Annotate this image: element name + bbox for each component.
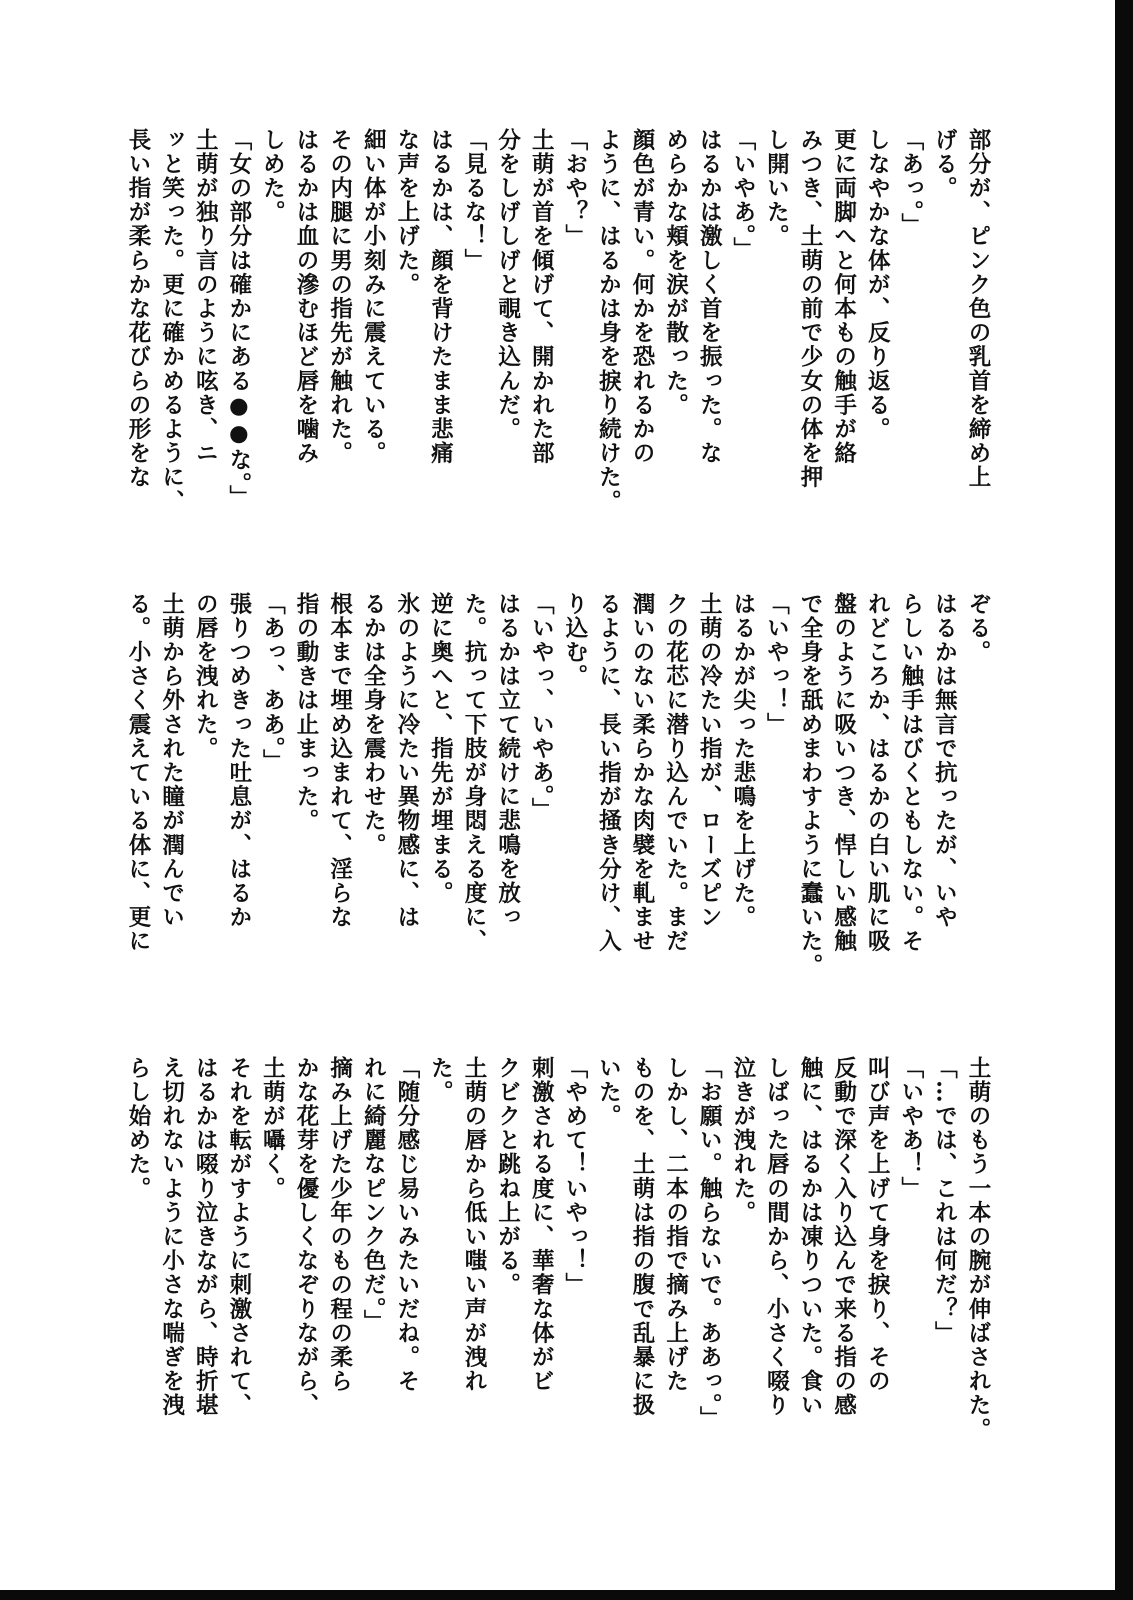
text-column: しかし、二本の指で摘み上げた	[662, 1056, 689, 1394]
text-column: 「いやあ！」	[897, 1056, 924, 1201]
text-column: し開いた。	[763, 128, 790, 249]
text-column: ように、はるかは身を捩り続けた。	[595, 128, 622, 514]
text-column: しなやかな体が、反り返る。	[864, 128, 891, 442]
text-column: はるかは、顔を背けたまま悲痛	[427, 128, 454, 466]
text-block-lower	[125, 1056, 995, 1476]
text-column: 張りつめきった吐息が、はるか	[225, 592, 252, 930]
text-column: た。抗って下肢が身悶える度に、	[461, 592, 487, 954]
text-column: 「…では、これは何だ？」	[931, 1056, 958, 1346]
text-column: の唇を洩れた。	[192, 592, 219, 761]
text-column: 泣きが洩れた。	[729, 1056, 756, 1225]
text-column: みつき、土萌の前で少女の体を押	[797, 128, 823, 490]
text-column: 土萌の唇から低い嗤い声が洩れ	[461, 1056, 487, 1394]
text-column: ものを、土萌は指の腹で乱暴に扱	[629, 1056, 655, 1418]
text-column: 土萌が独り言のように呟き、ニ	[192, 128, 219, 466]
text-column: れどころか、はるかの白い肌に吸	[864, 592, 891, 954]
text-column: はるかは無言で抗ったが、いや	[931, 592, 958, 930]
text-column: 刺激される度に、華奢な体がビ	[528, 1056, 555, 1394]
text-column: 部分が、ピンク色の乳首を締め上	[965, 128, 991, 490]
text-column: 「お願い。触らないで。ああっ。」	[696, 1056, 723, 1431]
text-column: 土萌の冷たい指が、ローズピン	[696, 592, 723, 930]
text-column: めらかな頬を涙が散った。	[662, 128, 689, 418]
text-column: はるかは啜り泣きながら、時折堪	[192, 1056, 219, 1418]
text-column: しばった唇の間から、小さく啜り	[763, 1056, 790, 1418]
text-column: 反動で深く入り込んで来る指の感	[830, 1056, 857, 1418]
text-column: 分をしげしげと覗き込んだ。	[494, 128, 521, 442]
text-block-upper	[125, 128, 995, 548]
text-column: その内腿に男の指先が触れた。	[326, 128, 353, 466]
text-column: る。小さく震えている体に、更に	[125, 592, 151, 954]
text-column: しめた。	[259, 128, 286, 225]
text-column: 「随分感じ易いみたいだね。そ	[393, 1056, 420, 1394]
text-column: 「いやあ。」	[729, 128, 756, 262]
text-block-middle	[125, 592, 995, 1012]
text-column: れに綺麗なピンク色だ。」	[360, 1056, 387, 1334]
text-column: はるかは立て続けに悲鳴を放っ	[494, 592, 521, 930]
text-column: クビクと跳ね上がる。	[494, 1056, 521, 1297]
text-column: 細い体が小刻みに震えている。	[360, 128, 387, 466]
text-column: 盤のように吸いつき、悍しい感触	[830, 592, 857, 954]
text-column: 「いやっ、いやあ。」	[528, 592, 555, 822]
text-column: げる。	[931, 128, 958, 201]
text-column: 「見るな！」	[461, 128, 487, 273]
text-column: 顔色が青い。何かを恐れるかの	[629, 128, 655, 466]
text-column: 「女の部分は確かにある●●な。」	[225, 128, 252, 510]
text-column: 指の動きは止まった。	[293, 592, 319, 833]
text-column: 触に、はるかは凍りついた。食い	[797, 1056, 823, 1418]
text-column: で全身を舐めまわすように蠢いた。	[797, 592, 823, 978]
text-column: ッと笑った。更に確かめるように、	[158, 128, 185, 514]
text-column: な声を上げた。	[393, 128, 420, 297]
text-column: 潤いのない柔らかな肉襞を軋ませ	[629, 592, 655, 954]
text-column: 土萌のもう一本の腕が伸ばされた。	[965, 1056, 991, 1442]
text-column: り込む。	[561, 592, 588, 689]
text-column: クの花芯に潜り込んでいた。まだ	[662, 592, 689, 954]
text-column: た。	[427, 1056, 454, 1105]
text-column: 「いやっ！」	[763, 592, 790, 737]
text-column: はるかが尖った悲鳴を上げた。	[729, 592, 756, 930]
text-column: いた。	[595, 1056, 622, 1129]
text-column: え切れないように小さな喘ぎを洩	[158, 1056, 185, 1418]
text-column: かな花芽を優しくなぞりながら、	[293, 1056, 319, 1418]
text-column: 「やめて！いやっ！」	[561, 1056, 588, 1297]
text-column: 「あっ。」	[897, 128, 924, 238]
text-column: 土萌が首を傾げて、開かれた部	[528, 128, 555, 466]
text-column: 「あっ、ああ。」	[259, 592, 286, 774]
text-column: 更に両脚へと何本もの触手が絡	[830, 128, 857, 466]
text-column: 氷のように冷たい異物感に、は	[393, 592, 420, 930]
text-column: 土萌が囁く。	[259, 1056, 286, 1201]
text-column: らし始めた。	[125, 1056, 151, 1201]
text-column: るかは全身を震わせた。	[360, 592, 387, 858]
scan-edge-bottom	[0, 1590, 1133, 1600]
text-column: 「おや？」	[561, 128, 588, 249]
text-column: ぞる。	[965, 592, 991, 665]
text-column: 長い指が柔らかな花びらの形をな	[125, 128, 151, 490]
text-column: らしい触手はびくともしない。そ	[897, 592, 924, 954]
text-column: はるかは血の滲むほど唇を噛み	[293, 128, 319, 466]
text-column: 根本まで埋め込まれて、淫らな	[326, 592, 353, 930]
scan-edge-right	[1115, 0, 1133, 1600]
text-column: それを転がすように刺激されて、	[225, 1056, 252, 1418]
text-column: はるかは激しく首を振った。な	[696, 128, 723, 466]
text-column: 叫び声を上げて身を捩り、その	[864, 1056, 891, 1394]
text-column: 摘み上げた少年のもの程の柔ら	[326, 1056, 353, 1394]
text-column: るように、長い指が掻き分け、入	[595, 592, 622, 954]
text-column: 土萌から外された瞳が潤んでい	[158, 592, 185, 930]
text-column: 逆に奥へと、指先が埋まる。	[427, 592, 454, 906]
